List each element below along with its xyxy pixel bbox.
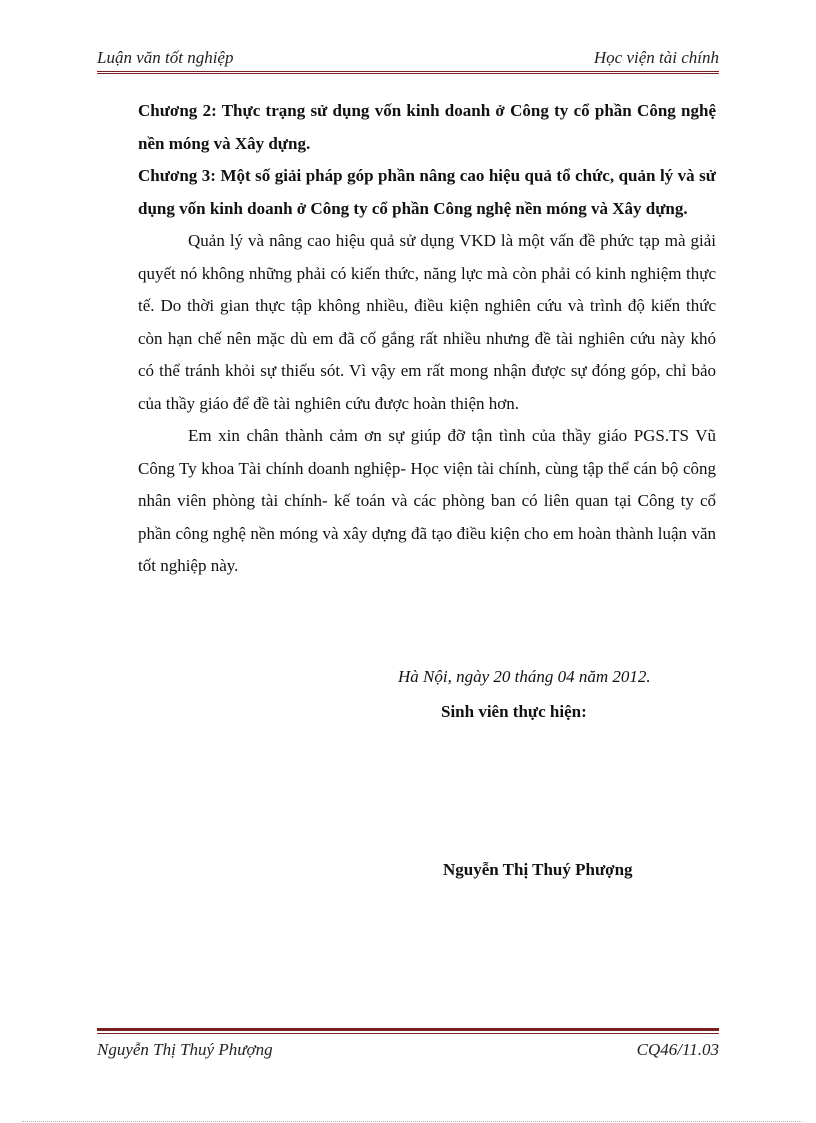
acknowledgement-paragraph: Em xin chân thành cảm ơn sự giúp đỡ tận tình của thầy giáo PGS.TS Vũ Công Ty khoa Tài chính doanh nghiệp- Học viện tài chính, cùng tập thể cán bộ công nhân viên phòng tài chính- kế toán và các phòng ban có liên quan tại Công ty cổ phần công nghệ nền móng và xây dựng đã tạo điều kiện cho em hoàn thành luận văn tốt nghiệp này. — [138, 426, 716, 575]
body-paragraph: Quản lý và nâng cao hiệu quả sử dụng VKD là một vấn đề phức tạp mà giải quyết nó không những phải có kiến thức, năng lực mà còn phải có kinh nghiệm thực tế. Do thời gian thực tập không nhiều, điều kiện nghiên cứu và trình độ kiến thức còn hạn chế nên mặc dù em đã cố gắng rất nhiều nhưng đề tài nghiên cứu này khó có thể tránh khỏi sự thiếu sót. Vì vậy em rất mong nhận được sự đóng góp, chỉ bảo của thầy giáo để đề tài nghiên cứu được hoàn thiện hơn. — [138, 231, 716, 413]
footer-author: Nguyễn Thị Thuý Phượng — [97, 1040, 273, 1059]
chapter-2-heading: Chương 2: Thực trạng sử dụng vốn kinh doanh ở Công ty cổ phần Công nghệ nền móng và Xây dựng. — [138, 101, 716, 153]
page-header — [97, 48, 719, 68]
footer-class-code: CQ46/11.03 — [636, 1040, 719, 1059]
footer-divider — [97, 1028, 719, 1031]
page-footer — [97, 1040, 719, 1060]
page-bottom-edge — [22, 1121, 802, 1122]
header-title: Luận văn tốt nghiệp — [97, 48, 234, 67]
footer-divider-thin — [97, 1033, 719, 1034]
signature-date: Hà Nội, ngày 20 tháng 04 năm 2012. — [398, 667, 651, 686]
document-body — [138, 95, 716, 583]
signature-name: Nguyễn Thị Thuý Phượng — [443, 860, 633, 879]
header-institution: Học viện tài chính — [593, 48, 719, 67]
signature-role: Sinh viên thực hiện: — [441, 702, 587, 721]
chapter-3-heading: Chương 3: Một số giải pháp góp phần nâng cao hiệu quả tổ chức, quản lý và sử dụng vốn kinh doanh ở Công ty cổ phần Công nghệ nền móng và Xây dựng. — [138, 166, 716, 218]
header-divider — [97, 71, 719, 74]
